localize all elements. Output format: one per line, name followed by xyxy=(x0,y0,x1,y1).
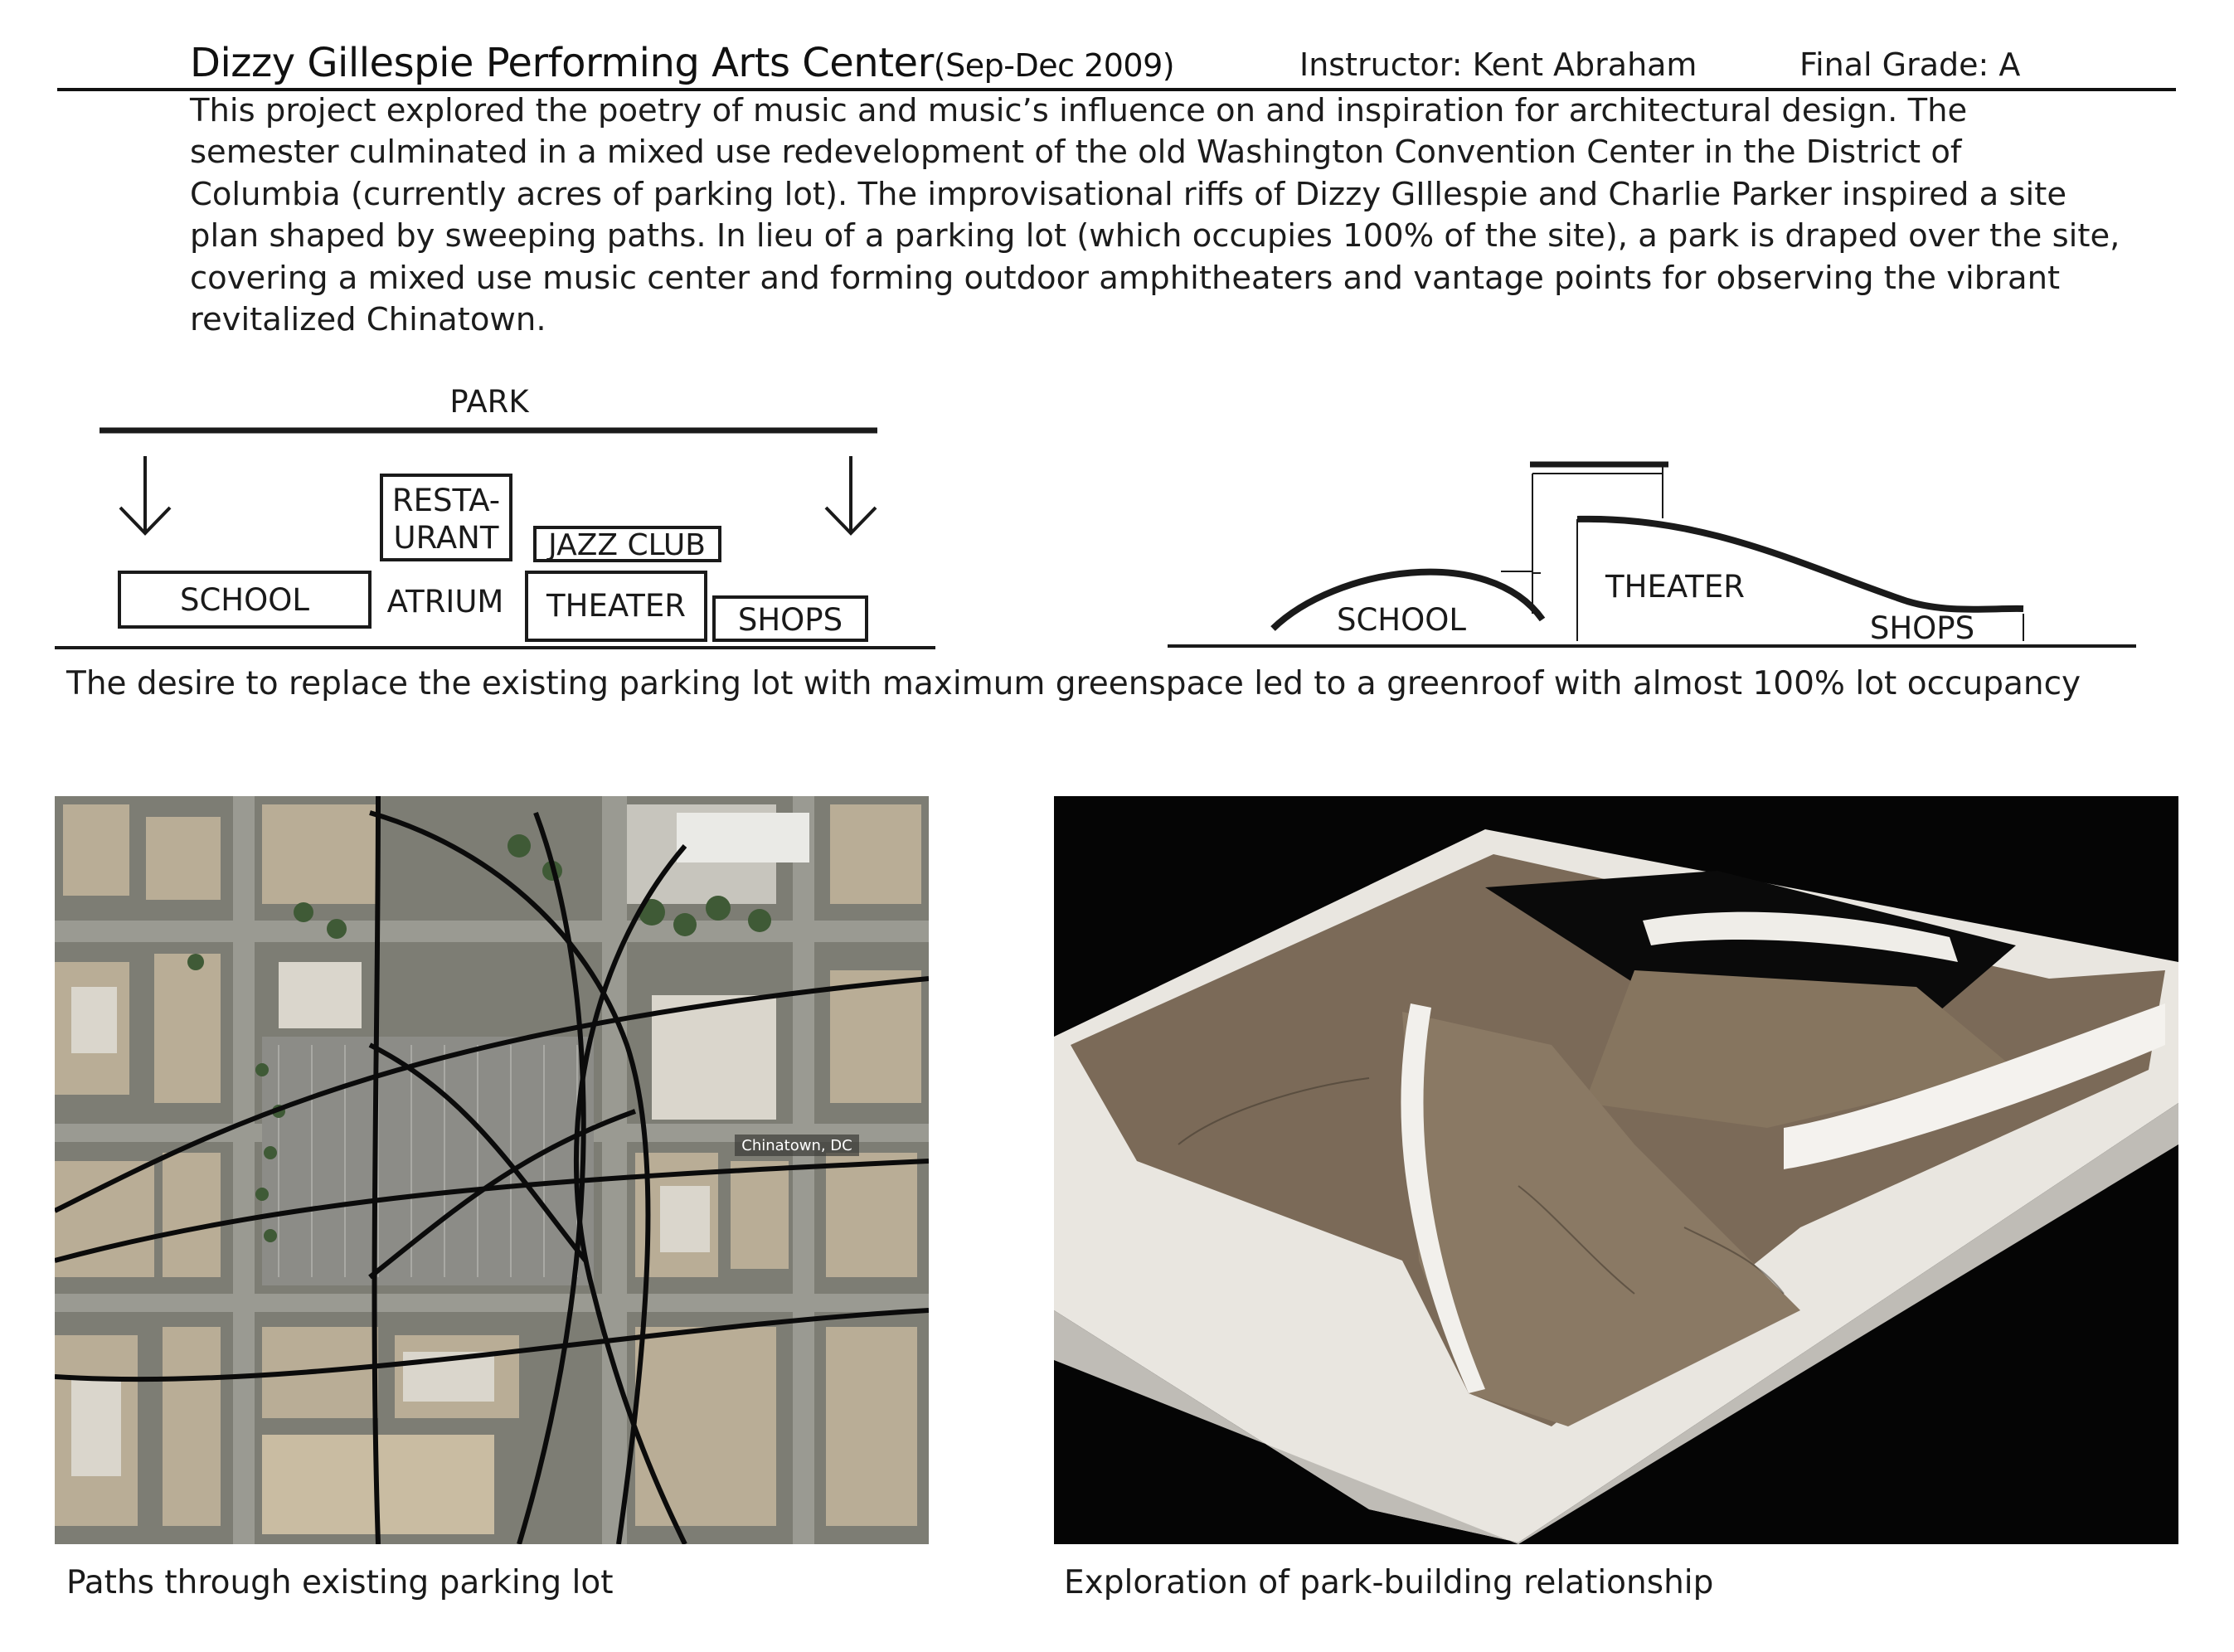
project-title xyxy=(190,40,1174,86)
park-label: PARK xyxy=(449,384,529,420)
title-text: Dizzy Gillespie Performing Arts Center xyxy=(190,40,934,86)
final-grade: Final Grade: A xyxy=(1799,46,2021,83)
project-dates: (Sep-Dec 2009) xyxy=(933,47,1175,84)
aerial-photo xyxy=(55,796,929,1544)
school-label: SCHOOL xyxy=(179,582,310,618)
model-drawing xyxy=(1054,796,2178,1544)
model-caption: Exploration of park-building relationship xyxy=(1064,1564,1714,1601)
restaurant-label-1: RESTA- xyxy=(391,483,501,518)
project-description: This project explored the poetry of music and music’s influence on and inspiration for architectural design. The semester culminated in a mixed use redevelopment of the old Washington Convention Center in the District of Columbia (currently acres of parking lot). The improvisational riffs of Dizzy GIllespie and Charlie Parker inspired a site plan shaped by sweeping paths. In lieu of a parking lot (which occupies 100% of the site), a park is draped over the site, covering a mixed use music center and forming outdoor amphitheaters and vantage points for observing the vibrant revitalized Chinatown. xyxy=(190,92,2120,339)
arrow-down-icon xyxy=(826,456,876,533)
profile-school-label: SCHOOL xyxy=(1336,602,1467,638)
theater-label: THEATER xyxy=(546,588,686,624)
model-photo xyxy=(1054,796,2178,1544)
instructor: Instructor: Kent Abraham xyxy=(1299,46,1697,83)
chinatown-label: Chinatown, DC xyxy=(741,1137,852,1154)
jazz-club-label: JAZZ CLUB xyxy=(548,528,706,562)
profile-theater-label: THEATER xyxy=(1605,569,1745,605)
profile-shops-label: SHOPS xyxy=(1869,610,1975,646)
section-diagrams xyxy=(0,365,2234,680)
diagram-caption: The desire to replace the existing parking lot with maximum greenspace led to a greenroof with almost 100% lot occupancy xyxy=(66,665,2081,702)
shops-label: SHOPS xyxy=(737,602,843,638)
aerial-caption: Paths through existing parking lot xyxy=(66,1564,614,1601)
arrow-down-icon xyxy=(120,456,170,533)
restaurant-label-2: URANT xyxy=(393,520,499,556)
roof-profile-diagram xyxy=(1168,464,2136,646)
aerial-drawing xyxy=(55,796,929,1544)
program-section-diagram xyxy=(55,384,935,648)
atrium-label: ATRIUM xyxy=(386,584,504,620)
